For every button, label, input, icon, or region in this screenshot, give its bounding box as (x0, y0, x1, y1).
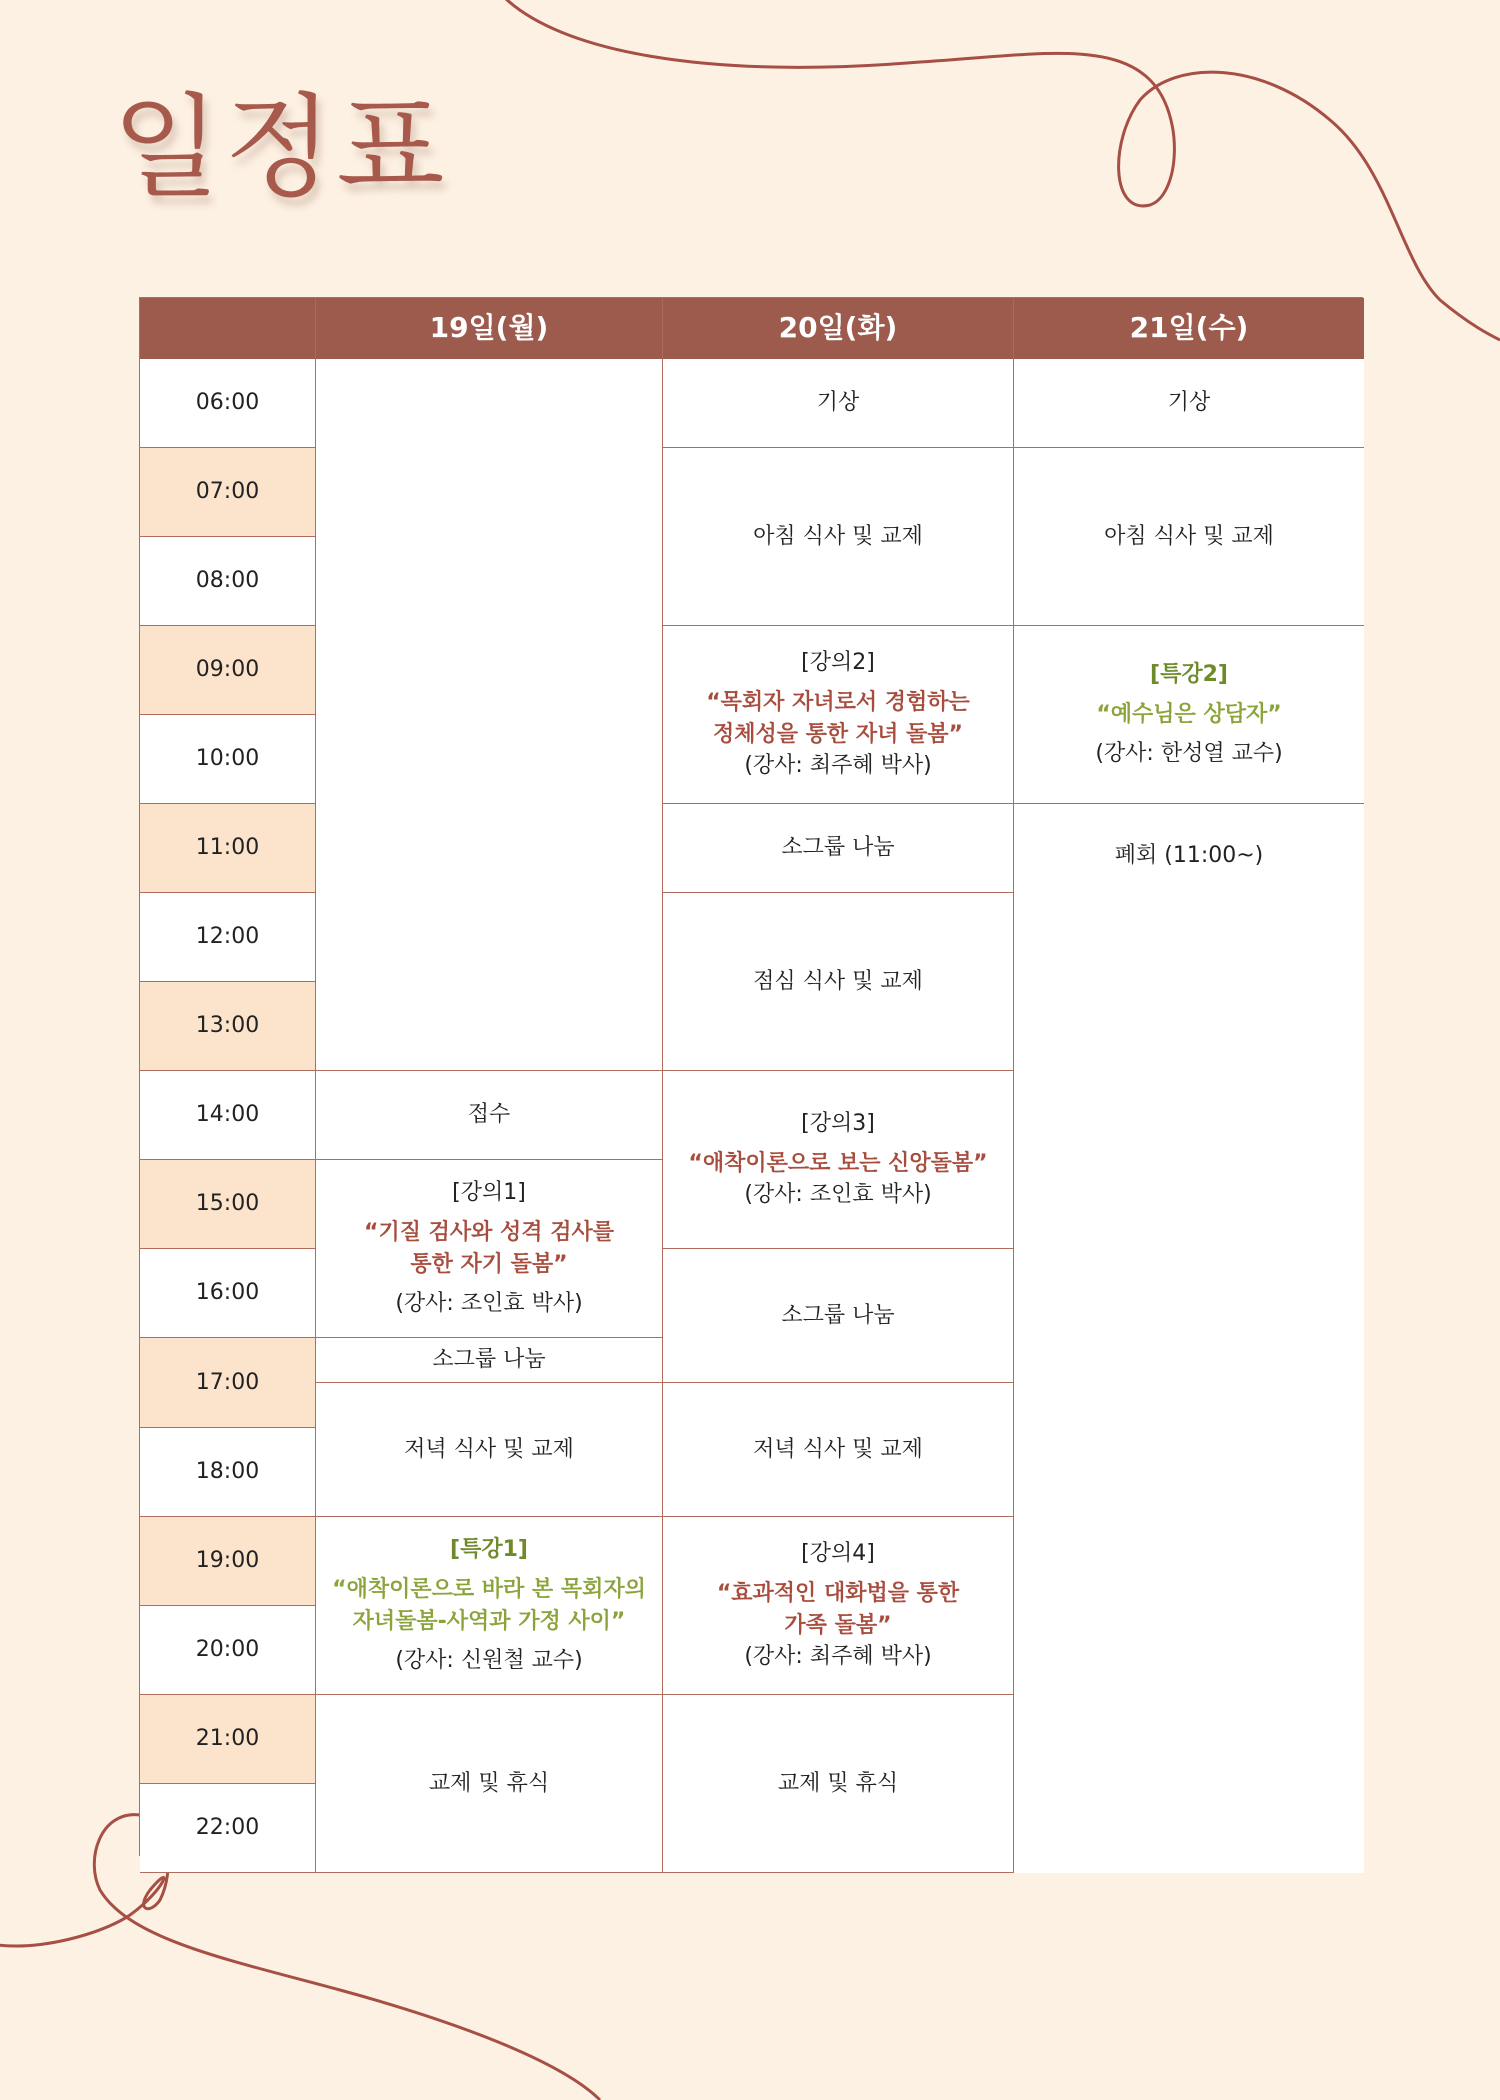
mon-empty-block (316, 359, 663, 1071)
lecture-speaker: (강사: 조인효 박사) (744, 1182, 932, 1208)
time-slot: 19:00 (140, 1517, 316, 1606)
special-lecture-title: “애착이론으로 바라 본 목회자의 (332, 1576, 646, 1602)
tue-lecture4 (663, 1517, 1014, 1695)
time-slot: 22:00 (140, 1784, 316, 1873)
tue-dinner: 저녁 식사 및 교제 (663, 1383, 1014, 1517)
mon-reception: 접수 (316, 1071, 663, 1160)
special-lecture-tag: [특강2] (1150, 661, 1228, 687)
mon-rest: 교제 및 휴식 (316, 1695, 663, 1873)
lecture-tag: [강의4] (801, 1540, 875, 1566)
time-slot: 07:00 (140, 448, 316, 537)
header-day-wed: 21일(수) (1014, 298, 1364, 359)
lecture-speaker: (강사: 한성열 교수) (1095, 741, 1283, 767)
lecture-tag: [강의2] (801, 649, 875, 675)
tue-lunch: 점심 식사 및 교제 (663, 893, 1014, 1071)
time-slot: 15:00 (140, 1160, 316, 1249)
time-slot: 09:00 (140, 626, 316, 715)
lecture-title: “기질 검사와 성격 검사를 (364, 1219, 614, 1245)
time-slot: 10:00 (140, 715, 316, 804)
header-time-corner (140, 298, 316, 359)
time-slot: 06:00 (140, 359, 316, 448)
mon-small-group: 소그룹 나눔 (316, 1338, 663, 1383)
mon-special1 (316, 1517, 663, 1695)
time-slot: 17:00 (140, 1338, 316, 1428)
time-slot: 20:00 (140, 1606, 316, 1695)
wed-wake: 기상 (1014, 359, 1364, 448)
wed-closing: 폐회 (11:00~) (1014, 804, 1364, 1873)
tue-lecture2 (663, 626, 1014, 804)
wed-special2 (1014, 626, 1364, 804)
time-slot: 13:00 (140, 982, 316, 1071)
header-day-tue: 20일(화) (663, 298, 1014, 359)
lecture-title: “애착이론으로 보는 신앙돌봄” (688, 1150, 988, 1176)
tue-lecture3 (663, 1071, 1014, 1249)
lecture-tag: [강의3] (801, 1110, 875, 1136)
mon-dinner: 저녁 식사 및 교제 (316, 1383, 663, 1517)
lecture-speaker: (강사: 최주혜 박사) (744, 753, 932, 779)
time-slot: 18:00 (140, 1428, 316, 1517)
tue-small-group1: 소그룹 나눔 (663, 804, 1014, 893)
tue-breakfast: 아침 식사 및 교제 (663, 448, 1014, 626)
tue-wake: 기상 (663, 359, 1014, 448)
wed-breakfast: 아침 식사 및 교제 (1014, 448, 1364, 626)
lecture-title: “효과적인 대화법을 통한 (716, 1580, 960, 1606)
time-slot: 21:00 (140, 1695, 316, 1784)
time-slot: 08:00 (140, 537, 316, 626)
lecture-title: 정체성을 통한 자녀 돌봄” (713, 721, 963, 747)
mon-lecture1 (316, 1160, 663, 1338)
time-slot: 11:00 (140, 804, 316, 893)
header-day-mon: 19일(월) (316, 298, 663, 359)
time-slot: 16:00 (140, 1249, 316, 1338)
page-title: 일정표 (112, 83, 449, 213)
tue-rest: 교제 및 휴식 (663, 1695, 1014, 1873)
lecture-speaker: (강사: 최주혜 박사) (744, 1644, 932, 1670)
special-lecture-tag: [특강1] (450, 1536, 528, 1562)
schedule-table (139, 297, 1363, 1856)
top-right-swirl (505, 0, 1500, 340)
lecture-title: “목회자 자녀로서 경험하는 (706, 689, 970, 715)
lecture-tag: [강의1] (452, 1179, 526, 1205)
time-slot: 12:00 (140, 893, 316, 982)
special-lecture-title: “예수님은 상담자” (1096, 701, 1282, 727)
special-lecture-title: 자녀돌봄-사역과 가정 사이” (352, 1608, 626, 1634)
lecture-title: 가족 돌봄” (784, 1612, 892, 1638)
lecture-speaker: (강사: 신원철 교수) (395, 1648, 583, 1674)
time-slot: 14:00 (140, 1071, 316, 1160)
tue-small-group2: 소그룹 나눔 (663, 1249, 1014, 1383)
lecture-title: 통한 자기 돌봄” (410, 1251, 568, 1277)
lecture-speaker: (강사: 조인효 박사) (395, 1291, 583, 1317)
